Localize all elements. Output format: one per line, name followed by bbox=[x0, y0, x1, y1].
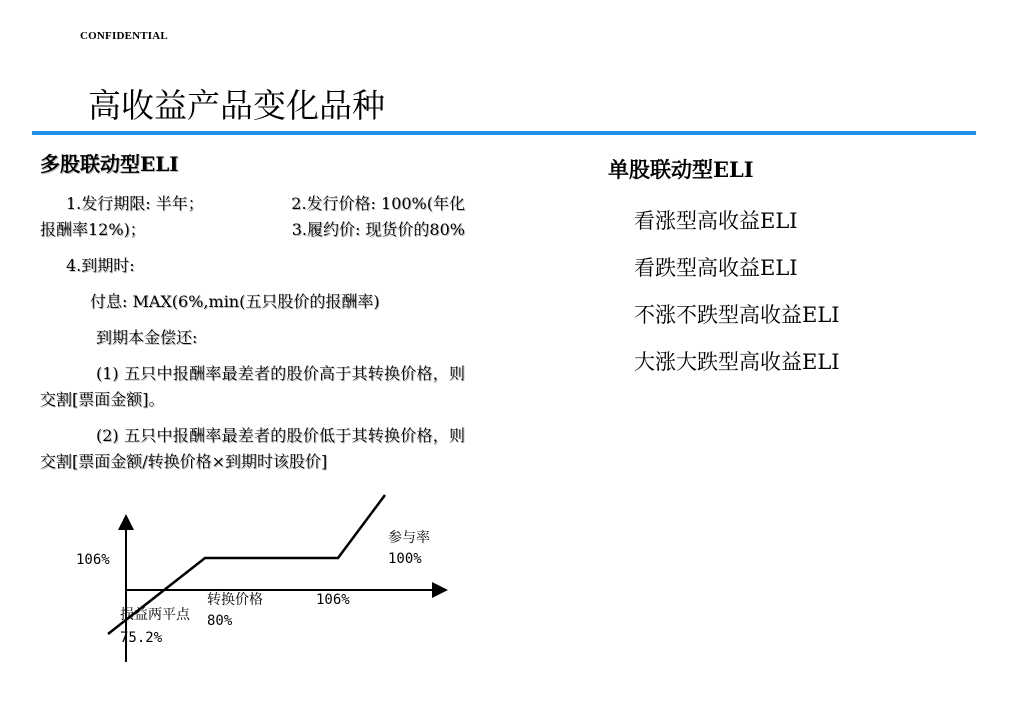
eli-type-range: 不涨不跌型高收益ELI bbox=[634, 303, 840, 327]
coupon-formula: 付息: MAX(6%,min(五只股价的报酬率) bbox=[90, 292, 380, 311]
maturity-heading: 4.到期时: bbox=[66, 256, 135, 275]
label-106-left: 106% bbox=[76, 552, 110, 568]
eli-type-straddle: 大涨大跌型高收益ELI bbox=[634, 350, 840, 374]
label-participation-1: 参与率 bbox=[388, 530, 430, 546]
issue-term: 1.发行期限: 半年； bbox=[66, 194, 204, 213]
repayment-case-1: (1) 五只中报酬率最差者的股价高于其转换价格，则交割[票面金额]。 bbox=[40, 364, 465, 409]
label-106-axis: 106% bbox=[316, 592, 350, 608]
annual-return: 报酬率12%)； bbox=[40, 220, 146, 239]
label-breakeven-2: 75.2% bbox=[120, 630, 163, 646]
issue-price: 2.发行价格: 100%(年化 bbox=[291, 194, 465, 213]
repayment-case-2: (2) 五只中报酬率最差者的股价低于其转换价格，则交割[票面金额/转换价格×到期时该股价] bbox=[40, 426, 465, 471]
strike-price: 3.履约价: 现货价的80% bbox=[291, 220, 465, 239]
eli-type-call: 看涨型高收益ELI bbox=[634, 209, 798, 233]
confidential-label: CONFIDENTIAL bbox=[80, 30, 168, 42]
label-participation-2: 100% bbox=[388, 551, 422, 567]
label-breakeven-1: 损益两平点 bbox=[120, 607, 190, 623]
multi-stock-heading: 多股联动型ELI bbox=[40, 152, 179, 176]
principal-repayment-heading: 到期本金偿还: bbox=[96, 328, 198, 347]
eli-type-put: 看跌型高收益ELI bbox=[634, 256, 798, 280]
label-conversion-price: 转换价格 bbox=[207, 592, 263, 608]
label-80: 80% bbox=[207, 613, 233, 629]
single-stock-heading: 单股联动型ELI bbox=[608, 157, 754, 182]
page-title: 高收益产品变化品种 bbox=[88, 86, 385, 125]
